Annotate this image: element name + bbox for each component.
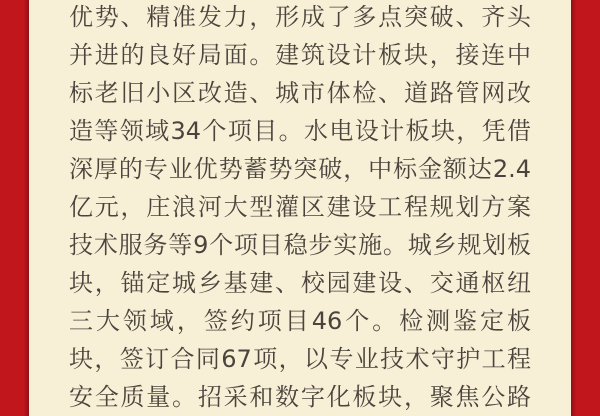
- article-text-line: 块，签订合同67项，以专业技术守护工程: [69, 345, 531, 373]
- right-border-decoration: [571, 0, 600, 416]
- left-border-decoration: [0, 0, 29, 416]
- article-text-line: 深厚的专业优势蓄势突破，中标金额达2.4: [69, 155, 531, 183]
- article-text-line: 安全质量。招采和数字化板块，聚焦公路: [69, 383, 531, 411]
- article-text-line: 块，锚定城乡基建、校园建设、交通枢纽: [69, 269, 531, 297]
- article-text-line: 三大领域，签约项目46个。检测鉴定板: [69, 307, 531, 335]
- article-body: [69, 0, 531, 416]
- article-text-line: 标老旧小区改造、城市体检、道路管网改: [69, 79, 531, 107]
- article-text-line: 技术服务等9个项目稳步实施。城乡规划板: [69, 231, 531, 259]
- article-text-line: 亿元，庄浪河大型灌区建设工程规划方案: [69, 193, 531, 221]
- article-content-area: [29, 0, 571, 416]
- article-text-line: 造等领域34个项目。水电设计板块，凭借: [69, 117, 531, 145]
- article-text-line: 优势、精准发力，形成了多点突破、齐头: [69, 3, 531, 31]
- article-text-line: 并进的良好局面。建筑设计板块，接连中: [69, 41, 531, 69]
